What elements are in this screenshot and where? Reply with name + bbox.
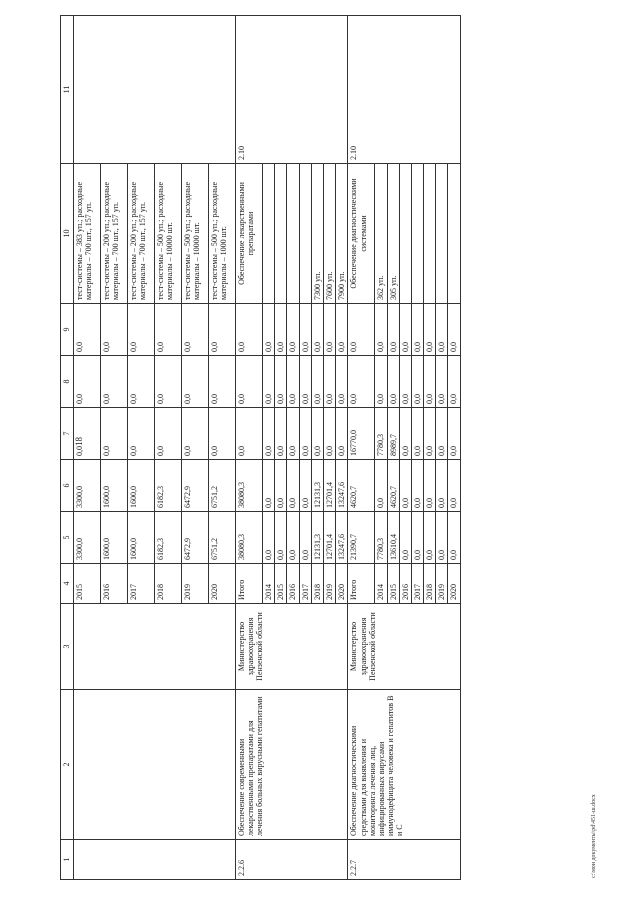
col-header: 11 xyxy=(61,16,74,164)
value-cell: 0,0 xyxy=(411,460,423,512)
value-cell: 1600,0 xyxy=(101,460,128,512)
value-cell: тест-системы – 500 уп.; расходные материалы – 10000 шт. xyxy=(182,164,209,304)
value-cell: 0,0 xyxy=(424,356,436,408)
value-cell: 0,0 xyxy=(375,460,387,512)
value-cell: 0,0 xyxy=(155,304,182,356)
value-cell: 0,0 xyxy=(436,460,448,512)
section-executor: Министерство здравоохранения Пензенской области xyxy=(348,604,460,690)
year-cell: 2016 xyxy=(101,564,128,604)
total-value: 0,0 xyxy=(348,304,375,356)
value-cell xyxy=(399,164,411,304)
col-header: 8 xyxy=(61,356,74,408)
value-cell: 6182,3 xyxy=(155,512,182,564)
value-cell: 3300,0 xyxy=(74,460,101,512)
year-cell: 2015 xyxy=(387,564,399,604)
value-cell: 0,0 xyxy=(287,304,299,356)
value-cell: 1600,0 xyxy=(128,460,155,512)
value-cell: 0,0 xyxy=(287,408,299,460)
value-cell: 1600,0 xyxy=(128,512,155,564)
col-header: 7 xyxy=(61,408,74,460)
total-value: 0,0 xyxy=(236,408,263,460)
value-cell: 0,0 xyxy=(411,356,423,408)
program-table xyxy=(60,15,461,880)
value-cell: 0,0 xyxy=(209,304,236,356)
value-cell: 0,0 xyxy=(209,356,236,408)
column-number-row xyxy=(61,16,74,880)
value-cell: 0,0 xyxy=(299,460,311,512)
section-title: Обеспечение современными лекарственными препаратами для лечения больных вирусными гепатитами xyxy=(236,690,348,840)
total-value: 38080,3 xyxy=(236,512,263,564)
year-cell: 2018 xyxy=(155,564,182,604)
value-cell: 0,0 xyxy=(155,356,182,408)
value-cell: 0,0 xyxy=(74,408,101,460)
year-cell: 2020 xyxy=(336,564,348,604)
year-cell: 2019 xyxy=(436,564,448,604)
year-cell: 2017 xyxy=(128,564,155,604)
col-header: 1 xyxy=(61,840,74,880)
value-cell: тест-системы – 200 уп.; расходные материалы – 700 шт., 157 уп. xyxy=(101,164,128,304)
section-ref: 2.10 xyxy=(348,16,460,164)
value-cell: 0,0 xyxy=(448,512,460,564)
value-cell: 0,0 xyxy=(182,408,209,460)
value-cell: 7780,3 xyxy=(375,408,387,460)
value-cell: 0,0 xyxy=(275,512,287,564)
value-cell: 7780,3 xyxy=(375,512,387,564)
value-cell: 0,0 xyxy=(411,304,423,356)
total-value: 0,0 xyxy=(236,356,263,408)
value-cell: 6751,2 xyxy=(209,460,236,512)
value-cell: 0,0 xyxy=(399,460,411,512)
rotated-table-container xyxy=(60,16,590,880)
value-cell: 0,0 xyxy=(311,304,323,356)
value-cell: 0,0 xyxy=(74,304,101,356)
value-cell: 0,0 xyxy=(399,356,411,408)
year-cell: 2020 xyxy=(448,564,460,604)
section-ref: 2.10 xyxy=(236,16,348,164)
value-cell: 0,0 xyxy=(299,304,311,356)
value-cell: 0,0 xyxy=(436,512,448,564)
value-cell: 0,0 xyxy=(424,304,436,356)
section-2-2-6 xyxy=(236,16,348,880)
col-header: 6 xyxy=(61,460,74,512)
col-header: 9 xyxy=(61,304,74,356)
value-cell xyxy=(424,164,436,304)
value-cell: 4620,7 xyxy=(387,460,399,512)
value-cell xyxy=(275,164,287,304)
value-cell: 0,0 xyxy=(101,408,128,460)
value-cell: тест-системы – 383 уп.; расходные материалы – 700 шт., 157 уп. xyxy=(74,164,101,304)
value-cell: 305 уп. xyxy=(387,164,399,304)
year-cell: 2019 xyxy=(182,564,209,604)
total-value: 0,0 xyxy=(348,356,375,408)
value-cell: 12701,4 xyxy=(323,460,335,512)
value-cell: 0,0 xyxy=(128,356,155,408)
value-cell: 0,0 xyxy=(399,408,411,460)
value-cell: 6472,9 xyxy=(182,460,209,512)
section-2-2-7 xyxy=(348,16,460,880)
value-cell: 0,0 xyxy=(299,408,311,460)
value-cell: 0,0 xyxy=(128,408,155,460)
year-cell: 2014 xyxy=(375,564,387,604)
col-header: 2 xyxy=(61,690,74,840)
table-row xyxy=(74,16,101,880)
value-cell xyxy=(411,164,423,304)
value-cell xyxy=(299,164,311,304)
year-cell: 2019 xyxy=(323,564,335,604)
value-cell: 13610,4 xyxy=(387,512,399,564)
page-number: 18 xyxy=(74,437,84,446)
year-cell: 2015 xyxy=(74,564,101,604)
value-cell: 12131,3 xyxy=(311,460,323,512)
value-cell: 0,0 xyxy=(311,408,323,460)
value-cell: 0,0 xyxy=(275,304,287,356)
empty-cell xyxy=(74,840,236,880)
value-cell: 0,0 xyxy=(323,408,335,460)
section-result: Обеспечение диагностическими системами xyxy=(348,164,375,304)
year-cell: 2017 xyxy=(299,564,311,604)
value-cell: 0,0 xyxy=(399,304,411,356)
value-cell: 0,0 xyxy=(182,304,209,356)
value-cell: 0,0 xyxy=(411,512,423,564)
value-cell: 0,0 xyxy=(287,512,299,564)
year-cell: 2014 xyxy=(263,564,275,604)
value-cell: 0,0 xyxy=(263,356,275,408)
value-cell: 0,0 xyxy=(424,408,436,460)
col-header: 10 xyxy=(61,164,74,304)
value-cell: 7300 уп. xyxy=(311,164,323,304)
section-number: 2.2.6 xyxy=(236,840,348,880)
value-cell xyxy=(448,164,460,304)
value-cell: 0,0 xyxy=(287,460,299,512)
col-header: 3 xyxy=(61,604,74,690)
section-executor: Министерство здравоохранения Пензенской области xyxy=(236,604,348,690)
value-cell: 0,0 xyxy=(336,356,348,408)
total-value: 16770,0 xyxy=(348,408,375,460)
value-cell: 0,0 xyxy=(275,408,287,460)
value-cell: 0,0 xyxy=(299,356,311,408)
value-cell: 0,0 xyxy=(411,408,423,460)
value-cell: 0,0 xyxy=(263,304,275,356)
value-cell: 12701,4 xyxy=(323,512,335,564)
value-cell: 0,0 xyxy=(74,356,101,408)
col-header: 4 xyxy=(61,564,74,604)
value-cell: 0,0 xyxy=(375,304,387,356)
value-cell: тест-системы – 200 уп.; расходные материалы – 700 шт., 157 уп. xyxy=(128,164,155,304)
total-label: Итого xyxy=(236,564,263,604)
value-cell: 0,0 xyxy=(101,356,128,408)
section-number: 2.2.7 xyxy=(348,840,460,880)
year-cell: 2020 xyxy=(209,564,236,604)
value-cell: 0,0 xyxy=(323,356,335,408)
value-cell: 6472,9 xyxy=(182,512,209,564)
value-cell: 0,0 xyxy=(155,408,182,460)
value-cell: 6751,2 xyxy=(209,512,236,564)
value-cell: 8989,7 xyxy=(387,408,399,460)
section-total-row xyxy=(348,16,375,880)
value-cell xyxy=(287,164,299,304)
total-value: 38080,3 xyxy=(236,460,263,512)
value-cell: 0,0 xyxy=(436,408,448,460)
year-cell: 2015 xyxy=(275,564,287,604)
value-cell: 7600 уп. xyxy=(323,164,335,304)
section-result: Обеспечение лекарственными препаратами xyxy=(236,164,263,304)
year-cell: 2018 xyxy=(311,564,323,604)
value-cell: тест-системы – 500 уп.; расходные материалы – 1000 шт. xyxy=(209,164,236,304)
value-cell: 0,0 xyxy=(311,356,323,408)
value-cell: 0,0 xyxy=(399,512,411,564)
empty-cell xyxy=(74,16,236,164)
value-cell: 0,0 xyxy=(299,512,311,564)
total-value: 4620,7 xyxy=(348,460,375,512)
value-cell: 0,0 xyxy=(263,512,275,564)
section-total-row xyxy=(236,16,263,880)
value-cell: 0,0 xyxy=(387,356,399,408)
section-title: Обеспечение диагностическими средствами для выявления и мониторинга лечения лиц, инфицированных вирусами иммунодефицита человека и гепатитов В и С xyxy=(348,690,460,840)
year-cell: 2017 xyxy=(411,564,423,604)
value-cell: 0,0 xyxy=(436,356,448,408)
value-cell: 0,0 xyxy=(101,304,128,356)
value-cell: 0,0 xyxy=(448,408,460,460)
value-cell: 0,0 xyxy=(275,356,287,408)
value-cell: 13247,6 xyxy=(336,512,348,564)
value-cell: 0,0 xyxy=(436,304,448,356)
value-cell: 0,0 xyxy=(128,304,155,356)
value-cell: 0,0 xyxy=(375,356,387,408)
value-cell: 7900 уп. xyxy=(336,164,348,304)
value-cell: 0,0 xyxy=(424,512,436,564)
value-cell: 0,0 xyxy=(336,408,348,460)
total-value: 0,0 xyxy=(236,304,263,356)
footer-path: c:\мои документы\pd\451-ш.docx xyxy=(591,794,597,878)
value-cell: 0,0 xyxy=(424,460,436,512)
value-cell: тест-системы – 500 уп.; расходные материалы – 10000 шт. xyxy=(155,164,182,304)
value-cell xyxy=(263,164,275,304)
value-cell: 0,0 xyxy=(182,356,209,408)
value-cell: 1600,0 xyxy=(101,512,128,564)
value-cell: 0,0 xyxy=(448,304,460,356)
value-cell: 0,0 xyxy=(336,304,348,356)
value-cell: 0,0 xyxy=(387,304,399,356)
value-cell: 6182,3 xyxy=(155,460,182,512)
value-cell: 0,0 xyxy=(263,460,275,512)
year-cell: 2016 xyxy=(287,564,299,604)
year-cell: 2018 xyxy=(424,564,436,604)
value-cell: 0,0 xyxy=(263,408,275,460)
value-cell: 0,0 xyxy=(287,356,299,408)
value-cell: 0,0 xyxy=(323,304,335,356)
empty-cell xyxy=(74,690,236,840)
value-cell: 3300,0 xyxy=(74,512,101,564)
value-cell: 0,0 xyxy=(275,460,287,512)
year-cell: 2016 xyxy=(399,564,411,604)
col-header: 5 xyxy=(61,512,74,564)
upper-block xyxy=(74,16,236,880)
total-label: Итого xyxy=(348,564,375,604)
value-cell: 12131,3 xyxy=(311,512,323,564)
value-cell: 0,0 xyxy=(448,356,460,408)
total-value: 21390,7 xyxy=(348,512,375,564)
value-cell: 362 уп. xyxy=(375,164,387,304)
value-cell xyxy=(436,164,448,304)
value-cell: 13247,6 xyxy=(336,460,348,512)
value-cell: 0,0 xyxy=(209,408,236,460)
value-cell: 0,0 xyxy=(448,460,460,512)
empty-cell xyxy=(74,604,236,690)
